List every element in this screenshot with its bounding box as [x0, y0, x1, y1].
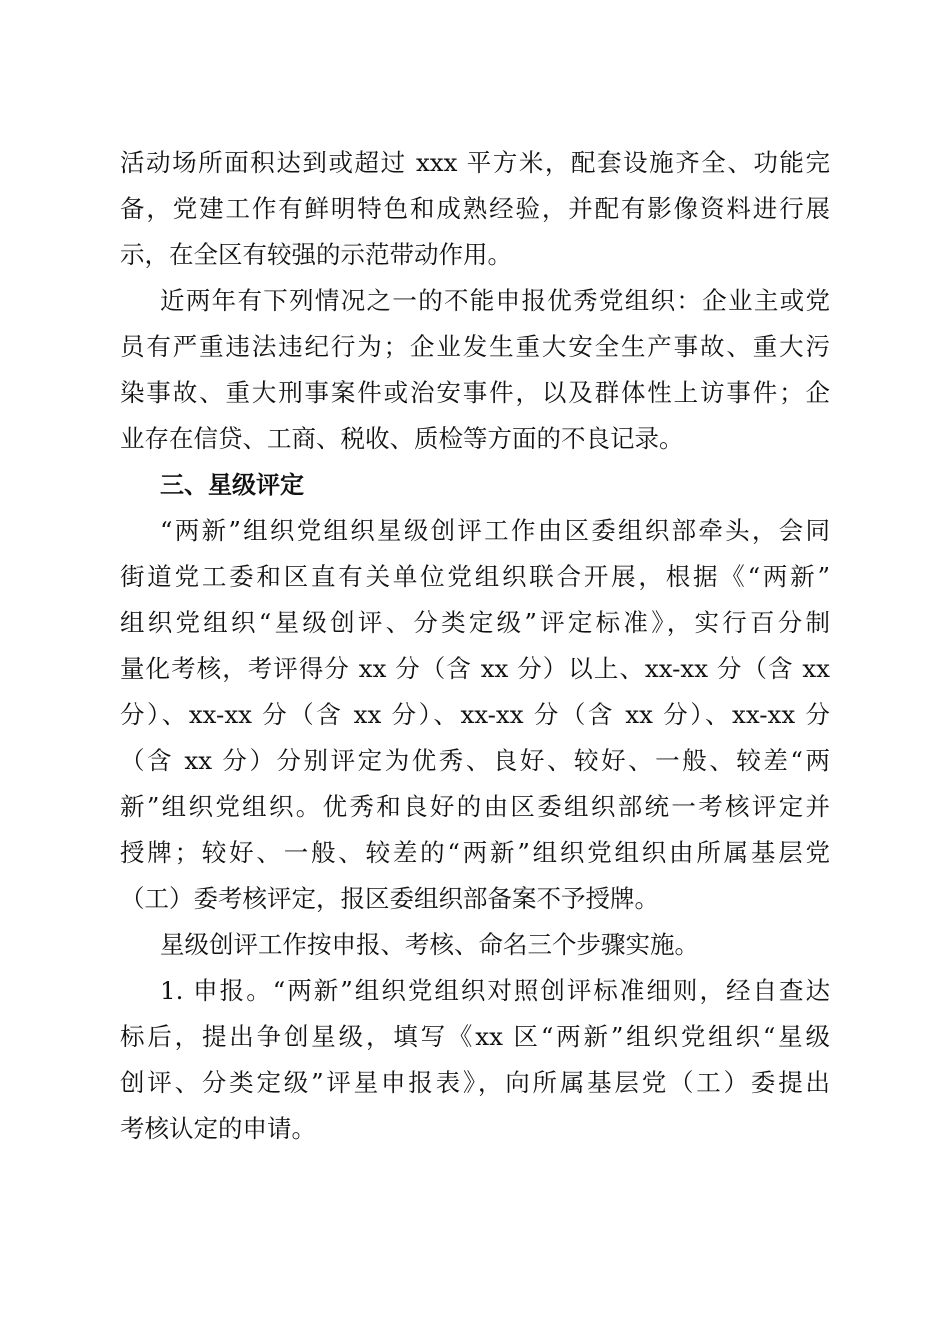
paragraph-2-line-4: 业存在信贷、工商、税收、质检等方面的不良记录。 — [120, 424, 684, 453]
paragraph-2-line-1: 近两年有下列情况之一的不能申报优秀党组织：企业主或党 — [160, 286, 830, 315]
paragraph-2-line-2: 员有严重违法违纪行为；企业发生重大安全生产事故、重大污 — [120, 332, 830, 361]
paragraph-1-line-1: 活动场所面积达到或超过 xxx 平方米，配套设施齐全、功能完 — [120, 148, 830, 177]
section-heading: 三、星级评定 — [160, 471, 304, 499]
paragraph-5-line-3: 创评、分类定级”评星申报表》，向所属基层党（工）委提出 — [120, 1068, 830, 1097]
paragraph-5-line-2: 标后，提出争创星级，填写《xx 区“两新”组织党组织“星级 — [120, 1022, 830, 1051]
paragraph-1-line-3: 示，在全区有较强的示范带动作用。 — [120, 240, 512, 269]
paragraph-1-line-2: 备，党建工作有鲜明特色和成熟经验，并配有影像资料进行展 — [120, 194, 830, 223]
paragraph-5-line-1: 1. 申报。“两新”组织党组织对照创评标准细则，经自查达 — [160, 976, 830, 1005]
paragraph-3-line-3: 组织党组织“星级创评、分类定级”评定标准》，实行百分制 — [120, 608, 830, 637]
paragraph-3-line-6: （含 xx 分）分别评定为优秀、良好、较好、一般、较差“两 — [120, 746, 830, 775]
paragraph-3-line-9: （工）委考核评定，报区委组织部备案不予授牌。 — [120, 884, 659, 913]
paragraph-3-line-8: 授牌；较好、一般、较差的“两新”组织党组织由所属基层党 — [120, 838, 830, 867]
paragraph-3-line-7: 新”组织党组织。优秀和良好的由区委组织部统一考核评定并 — [120, 792, 830, 821]
paragraph-4-line-1: 星级创评工作按申报、考核、命名三个步骤实施。 — [160, 930, 699, 959]
paragraph-3-line-4: 量化考核，考评得分 xx 分（含 xx 分）以上、xx-xx 分（含 xx — [120, 654, 830, 683]
paragraph-3-line-5: 分）、xx-xx 分（含 xx 分）、xx-xx 分（含 xx 分）、xx-xx 分 — [120, 700, 830, 729]
paragraph-3-line-2: 街道党工委和区直有关单位党组织联合开展，根据《“两新” — [120, 562, 830, 591]
paragraph-2-line-3: 染事故、重大刑事案件或治安事件，以及群体性上访事件；企 — [120, 378, 830, 407]
paragraph-5-line-4: 考核认定的申请。 — [120, 1114, 316, 1143]
paragraph-3-line-1: “两新”组织党组织星级创评工作由区委组织部牵头，会同 — [160, 516, 830, 545]
